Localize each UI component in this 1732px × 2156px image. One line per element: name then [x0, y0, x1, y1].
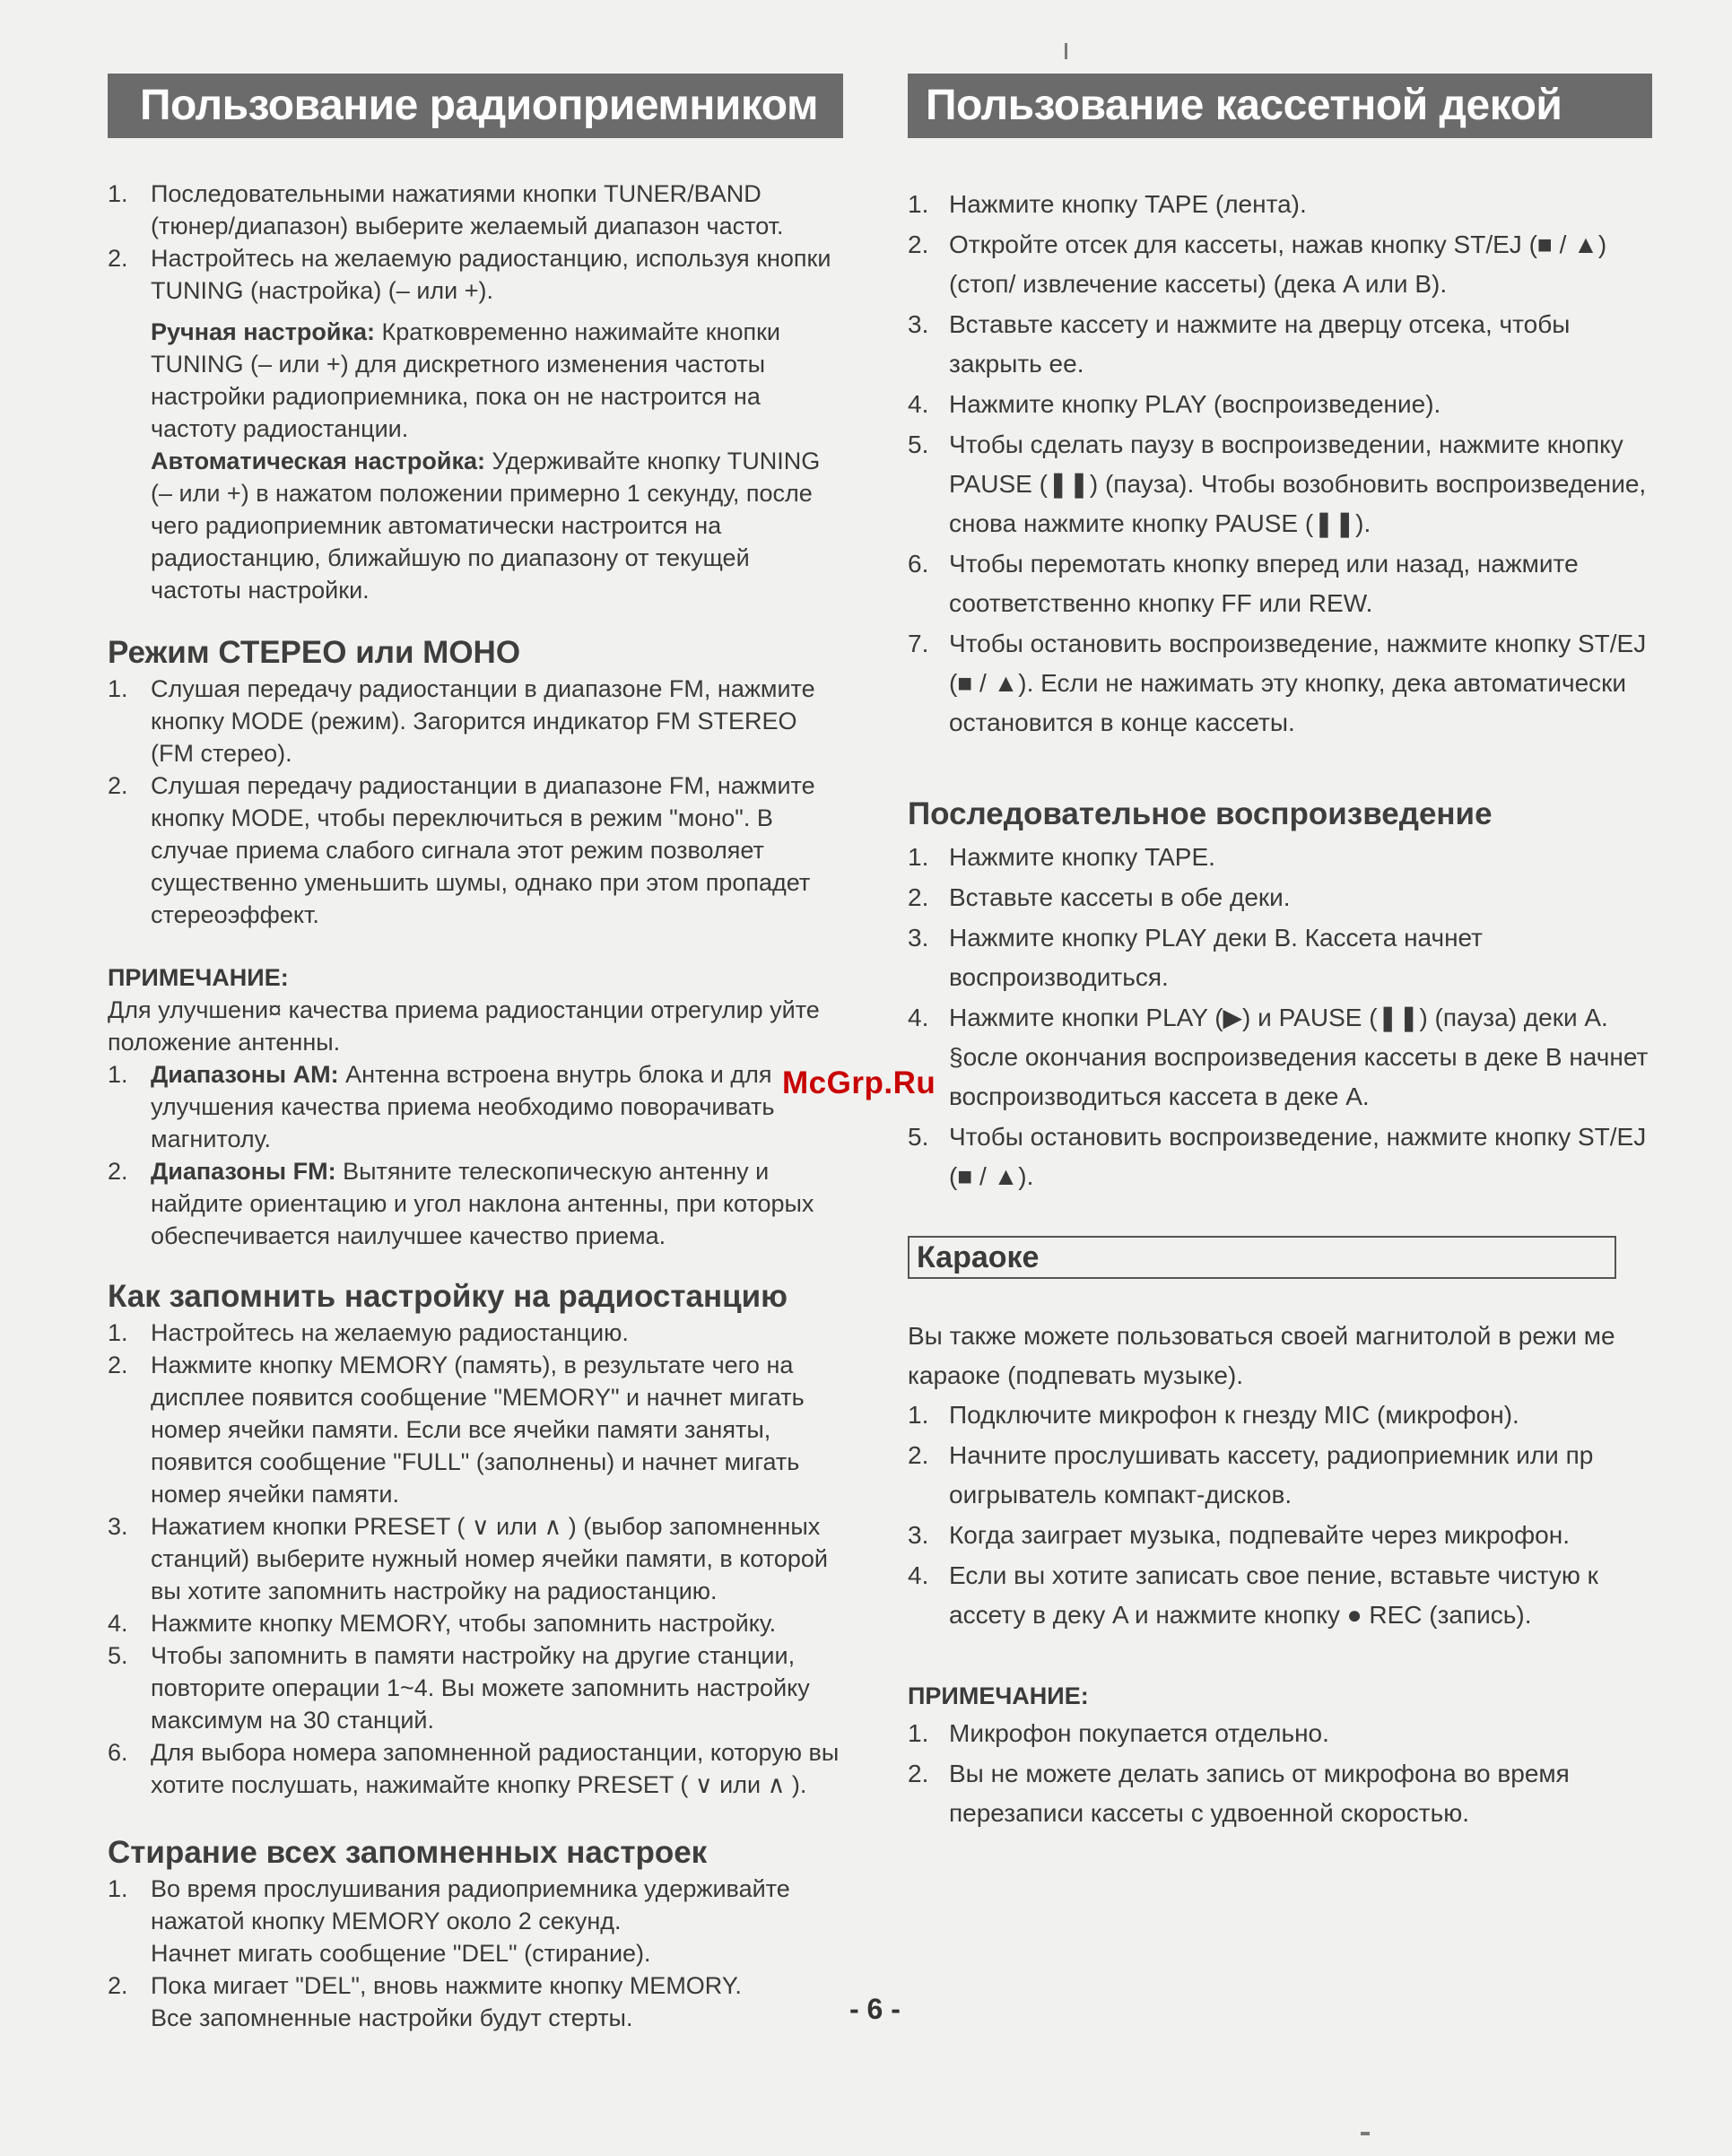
list-item: 7. Чтобы остановить воспроизведение, нажмите кнопку ST/EJ (■ / ▲). Если не нажимать эту кнопку, дека автоматически остановится в конце кассеты.: [908, 630, 1647, 736]
list-item: 1. Нажмите кнопку TAPE.: [908, 843, 1215, 871]
list-item: 3. Вставьте кассету и нажмите на дверцу отсека, чтобы закрыть ее.: [908, 310, 1571, 378]
list-item: 1. Во время прослушивания радиоприемника удерживайте нажатой кнопку MEMORY около 2 секунд. Начнет мигать сообщение "DEL" (стирание).: [108, 1875, 790, 1967]
list-item: 4. Нажмите кнопку PLAY (воспроизведение).: [908, 390, 1441, 418]
list-item: 2. Настройтесь на желаемую радиостанцию, используя кнопки TUNING (настройка) (– или +).: [108, 245, 831, 304]
tuning-modes: [108, 316, 843, 606]
sequential-heading: Последовательное воспроизведение: [908, 796, 1493, 831]
list-item: 2. Начните прослушивать кассету, радиоприемник или пр оигрыватель компакт-дисков.: [908, 1441, 1594, 1508]
list-item: 2. Вы не можете делать запись от микрофона во время перезаписи кассеты с удвоенной скоростью.: [908, 1760, 1570, 1827]
list-item: 4. Нажмите кнопки PLAY (▶) и PAUSE (❚❚) (пауза) деки A. §осле окончания воспроизведения кассеты в деке B начнет воспроизводиться кассета в деке A.: [908, 1004, 1649, 1110]
list-item: 1. Слушая передачу радиостанции в диапазоне FM, нажмите кнопку MODE (режим). Загорится индикатор FM STEREO (FM стерео).: [108, 675, 815, 767]
stereo-steps: [108, 673, 843, 931]
scan-mark-bottom: [1361, 2132, 1370, 2135]
karaoke-heading: Караоке: [908, 1236, 1616, 1279]
memory-heading: Как запомнить настройку на радиостанцию: [108, 1279, 788, 1314]
tape-section-title: Пользование кассетной декой: [908, 74, 1652, 138]
list-item: 2. Нажмите кнопку MEMORY (память), в результате чего на дисплее появится сообщение "MEMORY" и начнет мигать номер ячейки памяти. Если все ячейки памяти заняты, появится сообщение "FULL" (заполнены) и начнет мигать номер ячейки памяти.: [108, 1352, 805, 1508]
list-item: 1. Последовательными нажатиями кнопки TUNER/BAND (тюнер/диапазон) выберите желаемый диапазон частот.: [108, 180, 784, 239]
antenna-notes: [108, 1058, 843, 1252]
list-item: 1. Настройтесь на желаемую радиостанцию.: [108, 1319, 629, 1346]
list-item: 4. Нажмите кнопку MEMORY, чтобы запомнить настройку.: [108, 1610, 777, 1637]
radio-steps: [108, 178, 843, 307]
list-item: 3. Нажмите кнопку PLAY деки B. Кассета начнет воспроизводиться.: [908, 924, 1483, 991]
list-item: 1. Микрофон покупается отдельно.: [908, 1719, 1329, 1747]
list-item: 4. Если вы хотите записать свое пение, вставьте чистую к ассету в деку A и нажмите кнопку ● REC (запись).: [908, 1561, 1598, 1629]
list-item: 2. Диапазоны FM: Вытяните телескопическую антенну и найдите ориентацию и угол наклона антенны, при которых обеспечивается наилучшее качество приема.: [108, 1158, 814, 1249]
auto-tuning: Автоматическая настройка: Удерживайте кнопку TUNING (– или +) в нажатом положении примерно 1 секунду, после чего радиоприемник автоматически настроится на радиостанцию, ближайшую по диапазону от текущей частоты настройки.: [151, 448, 821, 604]
list-item: 6. Чтобы перемотать кнопку вперед или назад, нажмите соответственно кнопку FF или REW.: [908, 550, 1579, 617]
list-item: 1. Диапазоны AM: Антенна встроена внутрь блока и для улучшения качества приема необходимо поворачивать магнитолу.: [108, 1061, 775, 1152]
note-intro: Для улучшени¤ качества приема радиостанции отрегулир уйте положение антенны.: [108, 996, 820, 1056]
karaoke-steps: [908, 1395, 1652, 1635]
karaoke-intro: Вы также можете пользоваться своей магнитолой в режи ме караоке (подпевать музыке).: [908, 1322, 1615, 1389]
page-number: - 6 -: [849, 1993, 901, 2025]
list-item: 3. Нажатием кнопки PRESET ( ∨ или ∧ ) (выбор запомненных станций) выберите нужный номер ячейки памяти, в которой вы хотите запомнить настройку на радиостанцию.: [108, 1513, 828, 1604]
list-item: 3. Когда заиграет музыка, подпевайте через микрофон.: [908, 1521, 1570, 1549]
list-item: 5. Чтобы запомнить в памяти настройку на другие станции, повторите операции 1~4. Вы можете запомнить настройку максимум на 30 станций.: [108, 1642, 810, 1734]
microphone-notes: [908, 1714, 1652, 1833]
tape-steps: [908, 185, 1652, 743]
erase-heading: Стирание всех запомненных настроек: [108, 1835, 708, 1870]
list-item: 2. Откройте отсек для кассеты, нажав кнопку ST/EJ (■ / ▲) (стоп/ извлечение кассеты) (дека A или B).: [908, 230, 1607, 298]
list-item: 6. Для выбора номера запомненной радиостанции, которую вы хотите послушать, нажимайте кнопку PRESET ( ∨ или ∧ ).: [108, 1739, 840, 1798]
note-label-left: ПРИМЕЧАНИЕ:: [108, 964, 289, 991]
manual-tuning: Ручная настройка: Кратковременно нажимайте кнопки TUNING (– или +) для дискретного изменения частоты настройки радиоприемника, пока он не настроится на частоту радиостанции.: [151, 318, 780, 442]
left-column: [108, 74, 843, 2034]
memory-steps: [108, 1317, 843, 1801]
list-item: 2. Слушая передачу радиостанции в диапазоне FM, нажмите кнопку MODE, чтобы переключиться в режим "моно". В случае приема слабого сигнала этот режим позволяет существенно уменьшить шумы, однако при этом пропадет стереоэффект.: [108, 772, 815, 928]
sequential-steps: [908, 838, 1652, 1196]
list-item: 5. Чтобы остановить воспроизведение, нажмите кнопку ST/EJ (■ / ▲).: [908, 1123, 1647, 1190]
radio-section-title: Пользование радиоприемником: [108, 74, 843, 138]
list-item: 5. Чтобы сделать паузу в воспроизведении, нажмите кнопку PAUSE (❚❚) (пауза). Чтобы возобновить воспроизведение, снова нажмите кнопку PAUSE (❚❚).: [908, 430, 1647, 537]
watermark: McGrp.Ru: [782, 1065, 936, 1100]
stereo-heading: Режим СТЕРЕО или МОНО: [108, 635, 521, 670]
erase-steps: [108, 1873, 843, 2034]
list-item: 1. Подключите микрофон к гнезду MIC (микрофон).: [908, 1401, 1519, 1429]
right-column: [908, 74, 1652, 1834]
list-item: 2. Пока мигает "DEL", вновь нажмите кнопку MEMORY. Все запомненные настройки будут стерты.: [108, 1972, 742, 2031]
list-item: 2. Вставьте кассеты в обе деки.: [908, 883, 1291, 911]
note-label-right: ПРИМЕЧАНИЕ:: [908, 1682, 1089, 1709]
scan-mark-top: [1065, 43, 1067, 59]
list-item: 1. Нажмите кнопку TAPE (лента).: [908, 190, 1307, 218]
